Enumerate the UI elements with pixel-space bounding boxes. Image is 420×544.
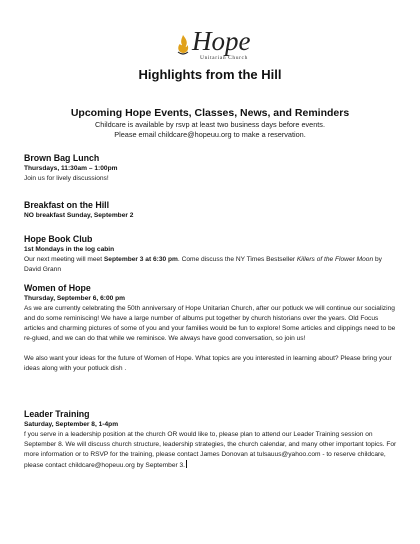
event-description: As we are currently celebrating the 50th anniversary of Hope Unitarian Church, after our potluck we will continue our socializing and do some reminiscing! We have a large number of albums put together by church historians over the years. Old Focus articles and charming pictures of some of you and your families would be fun to explore! Some articles and clippings need to be re-glued, and we can do that while we reminisce. We always have good conversation, so join us! <box>24 305 396 342</box>
book-club-text-post: by David Grann <box>24 256 382 273</box>
event-title: Women of Hope <box>24 283 91 293</box>
childcare-note-line2: Please email childcare@hopeuu.org to make a reservation. <box>114 130 306 139</box>
event-brown-bag-lunch <box>24 152 400 184</box>
event-breakfast-on-the-hill <box>24 199 400 221</box>
event-title: Leader Training <box>24 409 90 419</box>
book-club-meeting-time: September 3 at 6:30 pm <box>103 256 178 263</box>
event-description: Join us for lively discussions! <box>24 175 109 182</box>
event-description-ideas: We also want your ideas for the future of Women of Hope. What topics are you interested in learning about? Please bring your ideas along with your potluck dish . <box>24 355 392 372</box>
event-hope-book-club <box>24 233 400 275</box>
logo-subtitle: Unitarian Church <box>200 55 248 61</box>
event-title: Breakfast on the Hill <box>24 200 110 210</box>
childcare-note-line1: Childcare is available by rsvp at least two business days before events. <box>95 120 325 129</box>
hope-logo <box>170 26 252 62</box>
event-date: Saturday, September 8, 1-4pm <box>24 421 119 428</box>
event-description[interactable] <box>24 430 400 471</box>
book-club-text-pre: Our next meeting will meet <box>24 256 104 263</box>
event-date: 1st Mondays in the log cabin <box>24 246 115 253</box>
book-club-text-mid: . Come discuss the NY Times Bestseller <box>177 256 297 263</box>
event-women-of-hope <box>24 282 400 374</box>
section-header <box>0 106 420 140</box>
book-title: Killers of the Flower Moon <box>296 256 374 263</box>
text-cursor <box>186 460 187 468</box>
event-date: Thursdays, 11:30am – 1:00pm <box>24 165 118 172</box>
event-title: Brown Bag Lunch <box>24 153 100 163</box>
flame-chalice-icon <box>176 34 190 56</box>
page-title: Highlights from the Hill <box>138 67 282 82</box>
leader-training-text: f you serve in a leadership position at the church OR would like to, please plan to attend our Leader Training session on September 8. We will discuss church structure, leadership strategies, the church calendar, and many other important topics. For more information or to RSVP for the training, please contact James Donovan at tulsauus@yahoo.com - to reserve childcare, please contact childcare@hopeuu.org by September 3. <box>24 431 397 469</box>
event-date: Thursday, September 6, 6:00 pm <box>24 295 126 302</box>
logo-wordmark: Hope <box>192 26 251 56</box>
event-date: NO breakfast Sunday, September 2 <box>24 212 134 219</box>
section-heading: Upcoming Hope Events, Classes, News, and Reminders <box>70 107 350 119</box>
event-leader-training <box>24 408 400 471</box>
event-description <box>24 255 400 275</box>
event-title: Hope Book Club <box>24 234 93 244</box>
